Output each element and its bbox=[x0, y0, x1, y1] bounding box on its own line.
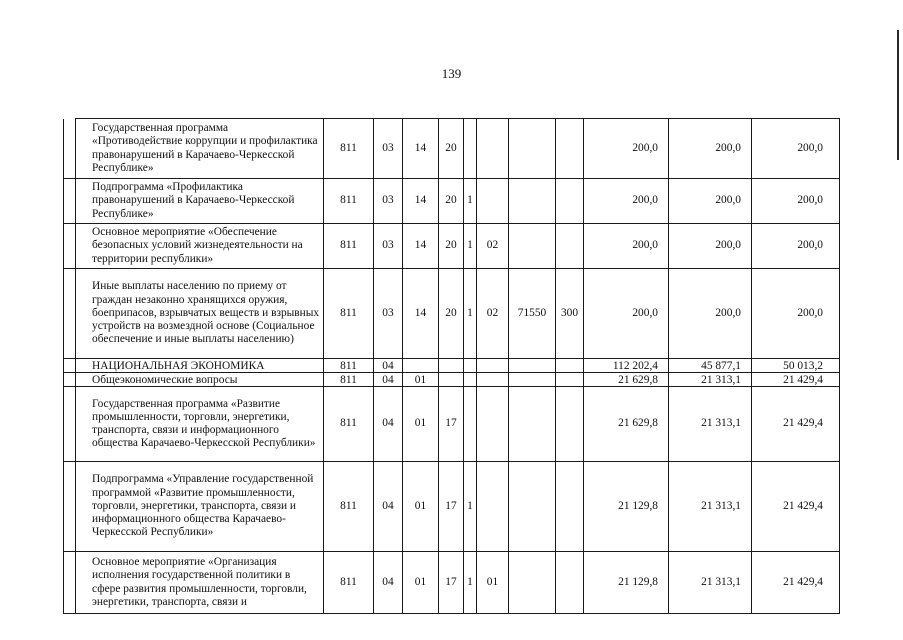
table-row bbox=[64, 119, 840, 179]
subsection-code: 01 bbox=[403, 552, 439, 614]
subprogram-code: 1 bbox=[464, 462, 477, 552]
amount-year-2: 21 313,1 bbox=[669, 387, 752, 462]
budget-table bbox=[63, 118, 840, 614]
expense-type-code bbox=[556, 373, 584, 387]
empty-cell bbox=[64, 387, 76, 462]
program-code: 20 bbox=[439, 179, 464, 224]
subprogram-code bbox=[464, 359, 477, 373]
event-code: 02 bbox=[477, 224, 509, 269]
empty-cell bbox=[64, 373, 76, 387]
table-row bbox=[64, 224, 840, 269]
row-name: Общеэкономические вопросы bbox=[76, 373, 324, 387]
expense-type-code bbox=[556, 119, 584, 179]
amount-year-1: 200,0 bbox=[584, 119, 669, 179]
program-code: 17 bbox=[439, 462, 464, 552]
subprogram-code bbox=[464, 119, 477, 179]
empty-cell bbox=[64, 269, 76, 359]
amount-year-1: 21 629,8 bbox=[584, 373, 669, 387]
table-row bbox=[64, 359, 840, 373]
event-code bbox=[477, 387, 509, 462]
amount-year-1: 112 202,4 bbox=[584, 359, 669, 373]
amount-year-3: 21 429,4 bbox=[752, 552, 840, 614]
event-code bbox=[477, 359, 509, 373]
expense-type-code bbox=[556, 359, 584, 373]
direction-code bbox=[509, 462, 556, 552]
scan-edge-line bbox=[897, 30, 899, 160]
table-row bbox=[64, 462, 840, 552]
program-code bbox=[439, 359, 464, 373]
amount-year-3: 200,0 bbox=[752, 224, 840, 269]
ministry-code: 811 bbox=[324, 224, 374, 269]
ministry-code: 811 bbox=[324, 179, 374, 224]
direction-code bbox=[509, 179, 556, 224]
ministry-code: 811 bbox=[324, 373, 374, 387]
section-code: 04 bbox=[374, 359, 403, 373]
direction-code bbox=[509, 119, 556, 179]
table-row bbox=[64, 179, 840, 224]
amount-year-1: 21 129,8 bbox=[584, 552, 669, 614]
amount-year-2: 200,0 bbox=[669, 119, 752, 179]
amount-year-2: 21 313,1 bbox=[669, 552, 752, 614]
event-code bbox=[477, 462, 509, 552]
row-name: НАЦИОНАЛЬНАЯ ЭКОНОМИКА bbox=[76, 359, 324, 373]
amount-year-1: 21 629,8 bbox=[584, 387, 669, 462]
amount-year-2: 200,0 bbox=[669, 269, 752, 359]
amount-year-3: 200,0 bbox=[752, 179, 840, 224]
section-code: 03 bbox=[374, 269, 403, 359]
direction-code bbox=[509, 359, 556, 373]
expense-type-code bbox=[556, 462, 584, 552]
row-name: Подпрограмма «Управление государственной программой «Развитие промышленности, торговли, энергетики, транспорта, связи и информационного общества Карачаево-Черкесской Республики» bbox=[76, 462, 324, 552]
direction-code: 71550 bbox=[509, 269, 556, 359]
direction-code bbox=[509, 373, 556, 387]
program-code: 20 bbox=[439, 224, 464, 269]
program-code bbox=[439, 373, 464, 387]
direction-code bbox=[509, 224, 556, 269]
event-code bbox=[477, 373, 509, 387]
expense-type-code bbox=[556, 387, 584, 462]
amount-year-1: 200,0 bbox=[584, 179, 669, 224]
row-name: Государственная программа «Развитие промышленности, торговли, энергетики, транспорта, связи и информационного общества Карачаево-Черкесской Республики» bbox=[76, 387, 324, 462]
subsection-code: 01 bbox=[403, 387, 439, 462]
subsection-code: 01 bbox=[403, 373, 439, 387]
subsection-code bbox=[403, 359, 439, 373]
amount-year-1: 21 129,8 bbox=[584, 462, 669, 552]
subprogram-code bbox=[464, 387, 477, 462]
amount-year-1: 200,0 bbox=[584, 224, 669, 269]
expense-type-code bbox=[556, 552, 584, 614]
amount-year-2: 45 877,1 bbox=[669, 359, 752, 373]
amount-year-3: 50 013,2 bbox=[752, 359, 840, 373]
row-name: Иные выплаты населению по приему от граждан незаконно хранящихся оружия, боеприпасов, взрывчатых веществ и взрывных устройств на возмездной основе (Социальное обеспечение и иные выплаты населению) bbox=[76, 269, 324, 359]
ministry-code: 811 bbox=[324, 119, 374, 179]
section-code: 04 bbox=[374, 373, 403, 387]
subprogram-code: 1 bbox=[464, 269, 477, 359]
section-code: 04 bbox=[374, 462, 403, 552]
ministry-code: 811 bbox=[324, 269, 374, 359]
subsection-code: 14 bbox=[403, 179, 439, 224]
table-row bbox=[64, 269, 840, 359]
amount-year-3: 21 429,4 bbox=[752, 373, 840, 387]
table-row bbox=[64, 387, 840, 462]
ministry-code: 811 bbox=[324, 359, 374, 373]
subprogram-code: 1 bbox=[464, 552, 477, 614]
event-code: 02 bbox=[477, 269, 509, 359]
row-name: Основное мероприятие «Обеспечение безопасных условий жизнедеятельности на территории республики» bbox=[76, 224, 324, 269]
amount-year-1: 200,0 bbox=[584, 269, 669, 359]
table-row bbox=[64, 552, 840, 614]
empty-cell bbox=[64, 552, 76, 614]
table-row bbox=[64, 373, 840, 387]
program-code: 20 bbox=[439, 269, 464, 359]
amount-year-2: 21 313,1 bbox=[669, 373, 752, 387]
subsection-code: 14 bbox=[403, 119, 439, 179]
expense-type-code bbox=[556, 224, 584, 269]
program-code: 17 bbox=[439, 387, 464, 462]
ministry-code: 811 bbox=[324, 387, 374, 462]
expense-type-code bbox=[556, 179, 584, 224]
subprogram-code: 1 bbox=[464, 179, 477, 224]
subsection-code: 14 bbox=[403, 269, 439, 359]
program-code: 17 bbox=[439, 552, 464, 614]
subsection-code: 14 bbox=[403, 224, 439, 269]
section-code: 03 bbox=[374, 119, 403, 179]
amount-year-3: 200,0 bbox=[752, 119, 840, 179]
section-code: 03 bbox=[374, 224, 403, 269]
direction-code bbox=[509, 552, 556, 614]
event-code: 01 bbox=[477, 552, 509, 614]
empty-cell bbox=[64, 359, 76, 373]
subsection-code: 01 bbox=[403, 462, 439, 552]
program-code: 20 bbox=[439, 119, 464, 179]
empty-cell bbox=[64, 224, 76, 269]
amount-year-3: 21 429,4 bbox=[752, 387, 840, 462]
row-name: Государственная программа «Противодействие коррупции и профилактика правонарушений в Карачаево-Черкесской Республике» bbox=[76, 119, 324, 179]
expense-type-code: 300 bbox=[556, 269, 584, 359]
ministry-code: 811 bbox=[324, 462, 374, 552]
row-name: Подпрограмма «Профилактика правонарушений в Карачаево-Черкесской Республике» bbox=[76, 179, 324, 224]
page-number: 139 bbox=[441, 66, 462, 81]
empty-cell bbox=[64, 179, 76, 224]
section-code: 04 bbox=[374, 552, 403, 614]
row-name: Основное мероприятие «Организация исполнения государственной политики в сфере развития промышленности, торговли, энергетики, транспорта, связи и bbox=[76, 552, 324, 614]
ministry-code: 811 bbox=[324, 552, 374, 614]
section-code: 04 bbox=[374, 387, 403, 462]
amount-year-3: 21 429,4 bbox=[752, 462, 840, 552]
amount-year-2: 200,0 bbox=[669, 179, 752, 224]
empty-cell bbox=[64, 462, 76, 552]
amount-year-2: 21 313,1 bbox=[669, 462, 752, 552]
section-code: 03 bbox=[374, 179, 403, 224]
event-code bbox=[477, 119, 509, 179]
empty-cell bbox=[64, 119, 76, 179]
amount-year-2: 200,0 bbox=[669, 224, 752, 269]
direction-code bbox=[509, 387, 556, 462]
amount-year-3: 200,0 bbox=[752, 269, 840, 359]
subprogram-code bbox=[464, 373, 477, 387]
event-code bbox=[477, 179, 509, 224]
subprogram-code: 1 bbox=[464, 224, 477, 269]
